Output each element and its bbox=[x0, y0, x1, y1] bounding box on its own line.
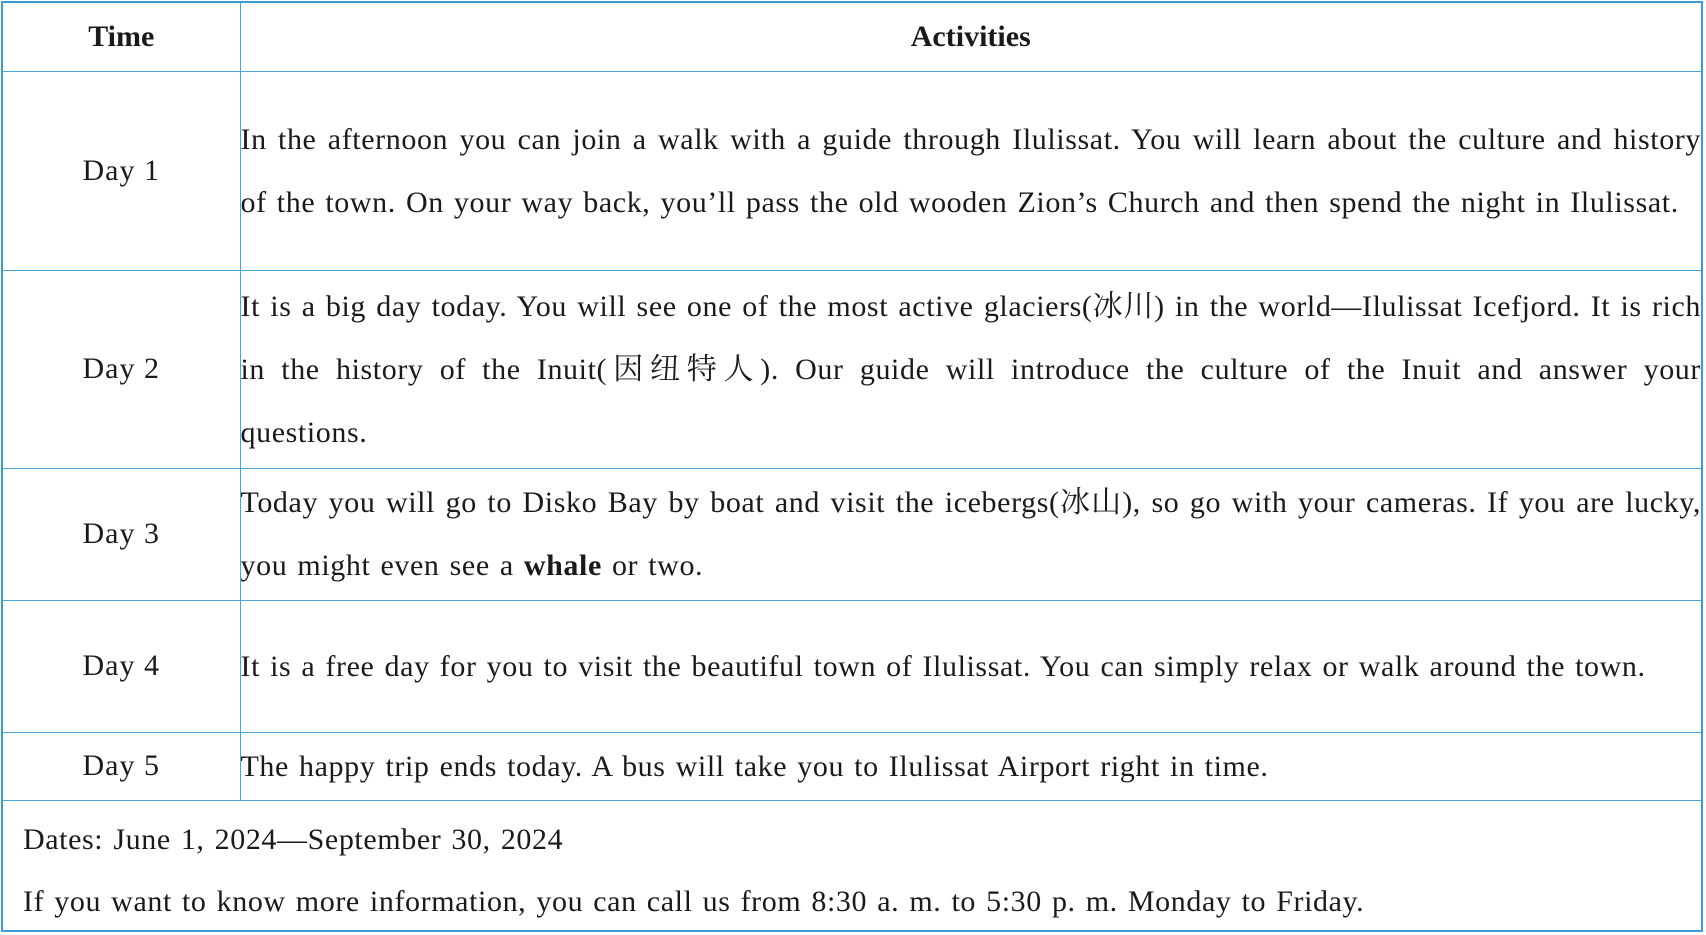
contact-info-line: If you want to know more information, you can call us from 8:30 a. m. to 5:30 p. m. Monday to Friday. bbox=[23, 884, 1365, 918]
table-row bbox=[3, 71, 1701, 270]
activity-schedule-table bbox=[3, 3, 1701, 801]
dates-line: Dates: June 1, 2024—September 30, 2024 bbox=[23, 822, 564, 856]
bold-keyword: whale bbox=[523, 549, 602, 582]
activity-description: It is a big day today. You will see one of the most active glaciers(冰川) in the world—Ilulissat Icefjord. It is rich in the history of the Inuit(因纽特人). Our guide will introduce the culture of the Inuit and answer your questions. bbox=[240, 270, 1701, 468]
activity-description: In the afternoon you can join a walk with a guide through Ilulissat. You will learn about the culture and history of the town. On your way back, you’ll pass the old wooden Zion’s Church and then spend the night in Ilulissat. bbox=[240, 71, 1701, 270]
table-row bbox=[3, 600, 1701, 732]
day-label: Day 2 bbox=[3, 270, 240, 468]
activity-description: The happy trip ends today. A bus will take you to Ilulissat Airport right in time. bbox=[240, 732, 1701, 800]
day-label: Day 1 bbox=[3, 71, 240, 270]
schedule-sheet bbox=[1, 1, 1703, 932]
activity-description: It is a free day for you to visit the beautiful town of Ilulissat. You can simply relax or walk around the town. bbox=[240, 600, 1701, 732]
activity-text: or two. bbox=[601, 549, 704, 582]
activity-description bbox=[240, 468, 1701, 600]
table-row bbox=[3, 732, 1701, 800]
table-row bbox=[3, 468, 1701, 600]
activities-column-header: Activities bbox=[240, 3, 1701, 71]
day-label: Day 4 bbox=[3, 600, 240, 732]
table-header-row bbox=[3, 3, 1701, 71]
table-row bbox=[3, 270, 1701, 468]
day-label: Day 5 bbox=[3, 732, 240, 800]
time-column-header: Time bbox=[3, 3, 240, 71]
schedule-footer bbox=[3, 801, 1701, 933]
activity-text: Today you will go to Disko Bay by boat and visit the icebergs(冰山), so go with your cameras. If you are lucky, you might even see a bbox=[240, 486, 1701, 582]
day-label: Day 3 bbox=[3, 468, 240, 600]
